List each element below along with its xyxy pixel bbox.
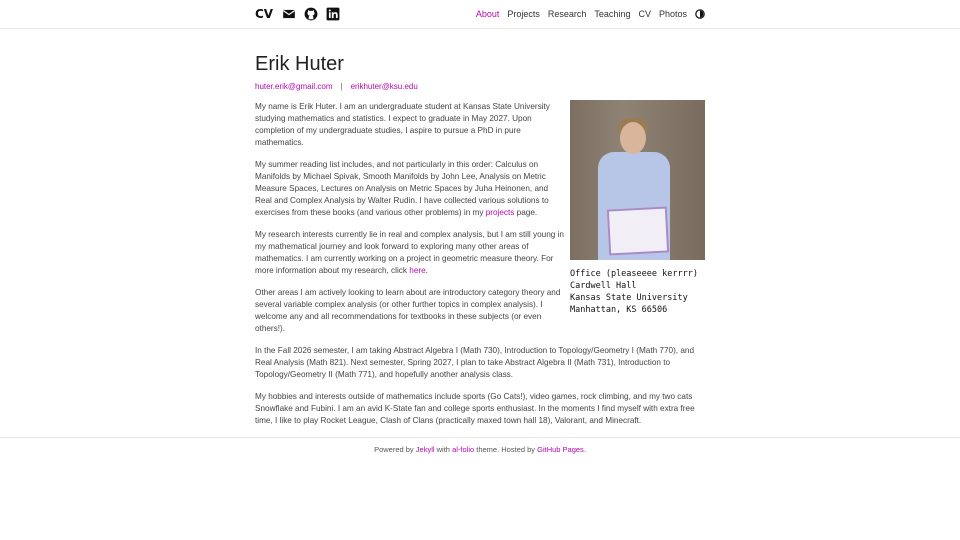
navbar-social: [255, 6, 341, 22]
reading-text: My summer reading list includes, and not particularly in this order: Calculus on Manifolds by Michael Spivak, Smooth Manifolds by John Lee, Analysis on Metric Measure Spaces, Lectures on Analysis on Metric Spaces by Juha Heinonen, and Real and Complex Analysis by Walter Rudin. I have collected various solutions to exercises from these books (and various other problems) in my: [255, 160, 549, 217]
address-line: Manhattan, KS 66506: [570, 305, 668, 315]
nav-research[interactable]: Research: [547, 9, 587, 19]
cv-brand-link[interactable]: CV: [255, 7, 274, 21]
theme-toggle-icon[interactable]: [695, 9, 705, 19]
profile-photo: [570, 100, 705, 260]
address-line: Cardwell Hall: [570, 281, 637, 291]
al-folio-link[interactable]: al-folio: [452, 445, 475, 454]
office-address: [570, 268, 705, 316]
page-title: Erik Huter: [255, 53, 344, 75]
bio-column: [255, 101, 565, 335]
github-icon[interactable]: [303, 6, 319, 22]
nav-teaching[interactable]: Teaching: [594, 9, 631, 19]
linkedin-icon[interactable]: [325, 6, 341, 22]
bio-paragraph-intro: My name is Erik Huter. I am an undergraduate student at Kansas State University studying mathematics and statistics. I expect to graduate in May 2027. Upon completion of my undergraduate studies, I aspire to pursue a PhD in pure mathematics.: [255, 102, 550, 147]
address-line: Kansas State University: [570, 293, 688, 303]
bio-paragraph-reading: [255, 159, 565, 219]
research-text-end: .: [425, 266, 428, 275]
email-icon[interactable]: [281, 6, 297, 22]
contact-line: [255, 82, 705, 91]
bio-paragraph-hobbies: My hobbies and interests outside of mathematics include sports (Go Cats!), video games, rock climbing, and my two cats Snowflake and Fubini. I am an avid K-State fan and college sports enthusiast. In the moments I find myself with extra free time, I like to play Rocket League, Clash of Clans (practically maxed town hall 18), Valorant, and Minecraft.: [255, 392, 695, 425]
profile-card: [570, 100, 705, 316]
nav-photos[interactable]: Photos: [658, 9, 687, 19]
projects-link[interactable]: projects: [485, 208, 515, 217]
nav-cv[interactable]: CV: [638, 9, 651, 19]
footer-text: .: [583, 445, 586, 454]
navbar-menu: [476, 9, 705, 19]
footer: [0, 437, 960, 462]
nav-about[interactable]: About: [475, 9, 500, 19]
footer-text: Powered by: [374, 445, 416, 454]
bio-paragraph-courses: In the Fall 2026 semester, I am taking Abstract Algebra I (Math 730), Introduction to Topology/Geometry I (Math 770), and Real Analysis (Math 821). Next semester, Spring 2027, I plan to take Abstract Algebra II (Math 731), Introduction to Topology/Geometry II (Math 771), and hopefully another analysis class.: [255, 346, 695, 379]
bio-paragraph-research: [255, 229, 565, 277]
footer-text: with: [434, 445, 453, 454]
address-line: Office (pleaseeee kerrrr): [570, 269, 698, 279]
reading-text-end: page.: [514, 208, 538, 217]
research-text: My research interests currently lie in real and complex analysis, but I am still young in my mathematical journey and look forward to exploring many other areas of mathematics. I am currently working on a project in geometric measure theory. For more information about my research, click: [255, 230, 564, 275]
github-pages-link[interactable]: GitHub Pages: [537, 445, 584, 454]
nav-projects[interactable]: Projects: [507, 9, 540, 19]
personal-email-link[interactable]: huter.erik@gmail.com: [255, 82, 333, 91]
footer-text: theme. Hosted by: [474, 445, 538, 454]
bio-paragraph-interests: Other areas I am actively looking to learn about are introductory category theory and several variable complex analysis (or other further topics in complex analysis). I welcome any and all recommendations for textbooks in these subjects (or even others!).: [255, 288, 561, 333]
jekyll-link[interactable]: Jekyll: [415, 445, 435, 454]
navbar: [0, 0, 960, 29]
university-email-link[interactable]: erikhuter@ksu.edu: [350, 82, 418, 91]
contact-separator: |: [340, 82, 343, 91]
research-here-link[interactable]: here: [409, 266, 426, 275]
main-content: [255, 52, 705, 427]
navbar-inner: [255, 0, 705, 28]
